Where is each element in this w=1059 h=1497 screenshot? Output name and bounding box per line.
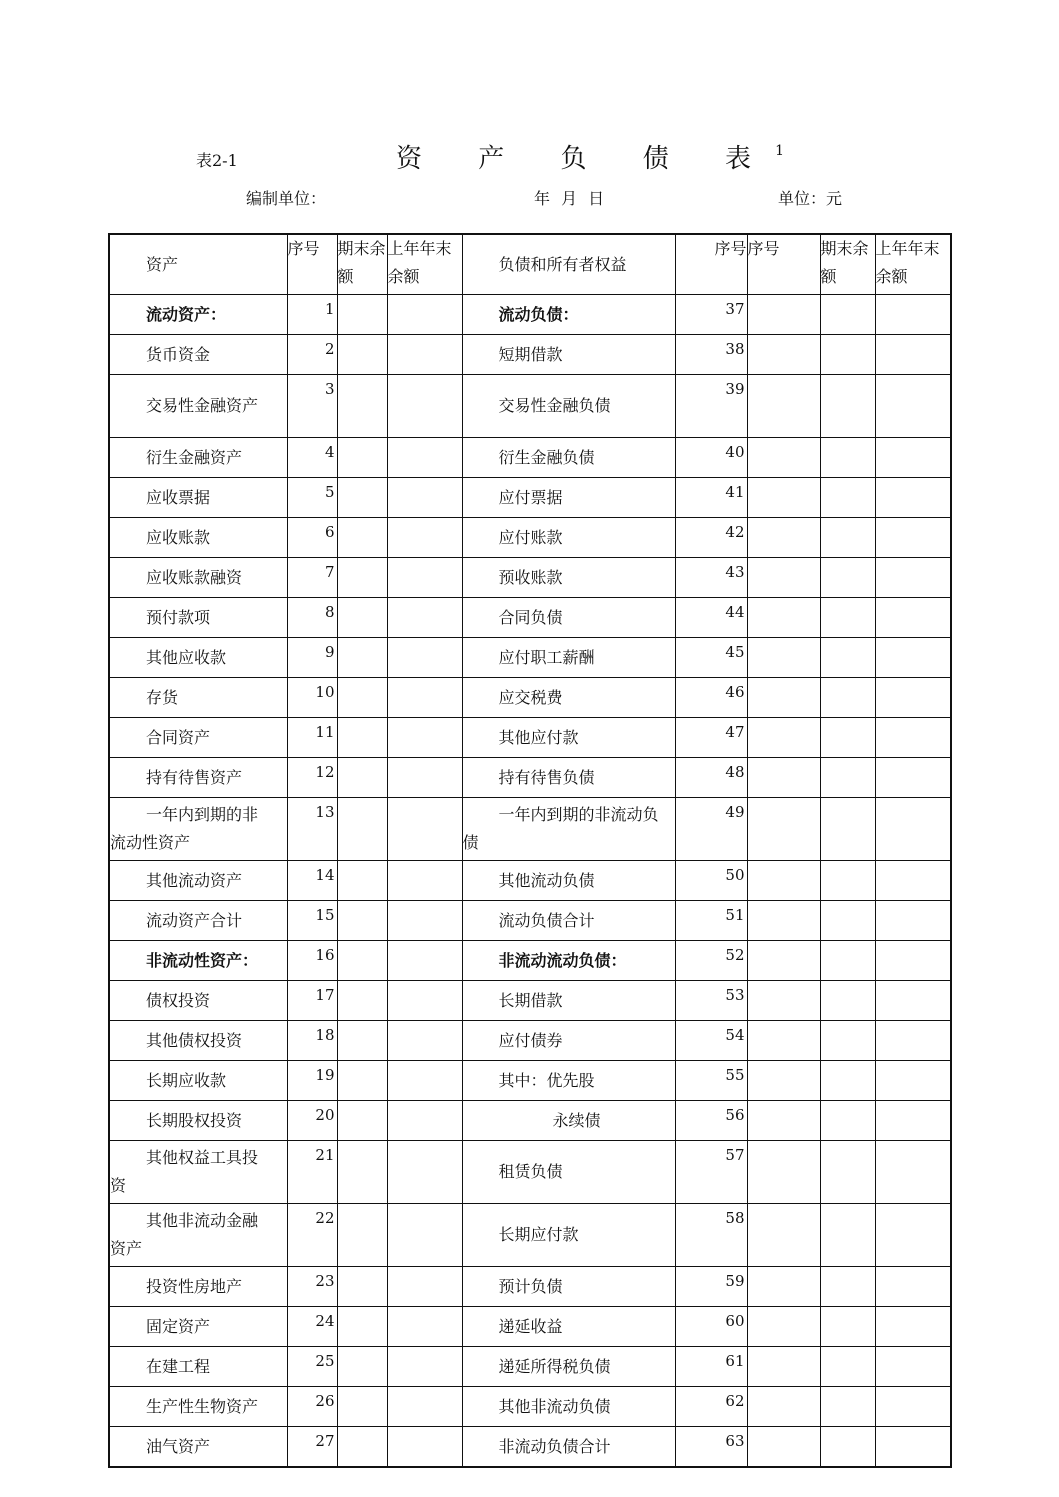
asset-end-balance-cell[interactable] [337,438,387,478]
liability-seq-extra-cell[interactable] [747,1101,820,1141]
asset-item-name: 其他权益工具投资 [109,1141,287,1204]
asset-item-name: 应收账款 [109,518,287,558]
asset-item-name: 油气资产 [109,1427,287,1468]
asset-end-balance-cell[interactable] [337,1101,387,1141]
liability-item-name: 流动负债： [462,295,675,335]
asset-seq: 4 [287,438,337,478]
liability-item-name: 预收账款 [462,558,675,598]
asset-end-balance-cell[interactable] [337,1267,387,1307]
liability-end-balance-cell[interactable] [820,478,875,518]
asset-item-name: 一年内到期的非流动性资产 [109,798,287,861]
liability-seq: 60 [675,1307,747,1347]
asset-end-balance-cell[interactable] [337,861,387,901]
asset-item-name: 长期股权投资 [109,1101,287,1141]
table-row [109,1204,951,1267]
asset-seq: 22 [287,1204,337,1267]
asset-item-name: 应收账款融资 [109,558,287,598]
asset-prior-year-cell[interactable] [387,861,462,901]
asset-seq: 11 [287,718,337,758]
title-footnote-mark: 1 [775,143,784,160]
liability-prior-year-cell[interactable] [875,1387,951,1427]
liability-seq-extra-cell[interactable] [747,798,820,861]
asset-seq: 3 [287,375,337,438]
liability-item-name: 短期借款 [462,335,675,375]
liability-item-name: 合同负债 [462,598,675,638]
asset-end-balance-cell[interactable] [337,1061,387,1101]
asset-seq: 5 [287,478,337,518]
asset-seq: 19 [287,1061,337,1101]
liability-seq-extra-cell[interactable] [747,598,820,638]
table-row [109,1101,951,1141]
liability-item-name: 交易性金融负债 [462,375,675,438]
liability-end-balance-cell[interactable] [820,981,875,1021]
asset-end-balance-cell[interactable] [337,375,387,438]
asset-item-name: 其他流动资产 [109,861,287,901]
asset-seq: 2 [287,335,337,375]
liability-end-balance-cell[interactable] [820,598,875,638]
asset-item-name: 投资性房地产 [109,1267,287,1307]
asset-end-balance-cell[interactable] [337,678,387,718]
liability-seq: 62 [675,1387,747,1427]
liability-end-balance-cell[interactable] [820,438,875,478]
liability-seq: 37 [675,295,747,335]
liability-seq-extra-cell[interactable] [747,1141,820,1204]
table-row [109,335,951,375]
liability-end-balance-cell[interactable] [820,941,875,981]
liability-item-name: 其他非流动负债 [462,1387,675,1427]
asset-end-balance-cell[interactable] [337,1021,387,1061]
asset-item-name: 固定资产 [109,1307,287,1347]
table-row [109,1347,951,1387]
asset-end-balance-cell[interactable] [337,478,387,518]
asset-item-name: 合同资产 [109,718,287,758]
header-liabilities: 负债和所有者权益 [462,234,675,295]
asset-item-name: 生产性生物资产 [109,1387,287,1427]
asset-end-balance-cell[interactable] [337,798,387,861]
liability-seq-extra-cell[interactable] [747,375,820,438]
asset-end-balance-cell[interactable] [337,1307,387,1347]
liability-end-balance-cell[interactable] [820,295,875,335]
asset-end-balance-cell[interactable] [337,295,387,335]
asset-seq: 27 [287,1427,337,1468]
asset-item-name: 流动资产： [109,295,287,335]
asset-item-name: 其他应收款 [109,638,287,678]
asset-seq: 12 [287,758,337,798]
liability-end-balance-cell[interactable] [820,1307,875,1347]
liability-prior-year-cell[interactable] [875,678,951,718]
liability-seq: 57 [675,1141,747,1204]
liability-seq-extra-cell[interactable] [747,638,820,678]
liability-prior-year-cell[interactable] [875,1307,951,1347]
liability-prior-year-cell[interactable] [875,861,951,901]
liability-seq-extra-cell[interactable] [747,718,820,758]
liability-end-balance-cell[interactable] [820,758,875,798]
table-row [109,981,951,1021]
asset-seq: 23 [287,1267,337,1307]
asset-end-balance-cell[interactable] [337,981,387,1021]
liability-item-name: 一年内到期的非流动负债 [462,798,675,861]
liability-item-name: 长期借款 [462,981,675,1021]
asset-item-name: 在建工程 [109,1347,287,1387]
asset-prior-year-cell[interactable] [387,558,462,598]
table-row [109,758,951,798]
liability-seq: 45 [675,638,747,678]
liability-seq: 50 [675,861,747,901]
asset-seq: 20 [287,1101,337,1141]
liability-end-balance-cell[interactable] [820,1347,875,1387]
asset-item-name: 非流动性资产： [109,941,287,981]
liability-end-balance-cell[interactable] [820,1427,875,1468]
header-end-balance-2: 期末余额 [820,234,875,295]
liability-end-balance-cell[interactable] [820,1141,875,1204]
asset-seq: 17 [287,981,337,1021]
asset-prior-year-cell[interactable] [387,1387,462,1427]
asset-item-name: 应收票据 [109,478,287,518]
liability-item-name: 其他应付款 [462,718,675,758]
liability-item-name: 应交税费 [462,678,675,718]
liability-prior-year-cell[interactable] [875,335,951,375]
table-number: 表2-1 [196,151,238,170]
liability-end-balance-cell[interactable] [820,335,875,375]
asset-prior-year-cell[interactable] [387,1267,462,1307]
asset-seq: 14 [287,861,337,901]
prepared-by-label: 编制单位： [246,189,327,208]
table-row [109,861,951,901]
asset-prior-year-cell[interactable] [387,598,462,638]
asset-seq: 16 [287,941,337,981]
liability-seq-extra-cell[interactable] [747,295,820,335]
table-row [109,518,951,558]
liability-seq: 58 [675,1204,747,1267]
liability-seq: 39 [675,375,747,438]
header-assets: 资产 [109,234,287,295]
liability-prior-year-cell[interactable] [875,1021,951,1061]
asset-prior-year-cell[interactable] [387,335,462,375]
asset-item-name: 长期应收款 [109,1061,287,1101]
asset-end-balance-cell[interactable] [337,941,387,981]
liability-prior-year-cell[interactable] [875,1204,951,1267]
liability-seq: 53 [675,981,747,1021]
liability-end-balance-cell[interactable] [820,901,875,941]
header-prior-year-end: 上年年末余额 [387,234,462,295]
table-row [109,438,951,478]
asset-end-balance-cell[interactable] [337,901,387,941]
table-row [109,478,951,518]
table-row [109,1387,951,1427]
asset-prior-year-cell[interactable] [387,295,462,335]
liability-seq-extra-cell[interactable] [747,478,820,518]
liability-item-name: 非流动流动负债： [462,941,675,981]
header-seq-3: 序号 [747,234,820,295]
asset-item-name: 衍生金融资产 [109,438,287,478]
liability-seq-extra-cell[interactable] [747,678,820,718]
asset-seq: 6 [287,518,337,558]
liability-seq: 63 [675,1427,747,1468]
liability-prior-year-cell[interactable] [875,798,951,861]
liability-seq: 54 [675,1021,747,1061]
liability-seq: 38 [675,335,747,375]
liability-seq: 41 [675,478,747,518]
table-row [109,295,951,335]
liability-seq-extra-cell[interactable] [747,1267,820,1307]
liability-item-name: 永续债 [462,1101,675,1141]
asset-seq: 7 [287,558,337,598]
liability-prior-year-cell[interactable] [875,478,951,518]
liability-end-balance-cell[interactable] [820,518,875,558]
liability-seq: 40 [675,438,747,478]
asset-seq: 1 [287,295,337,335]
liability-seq: 61 [675,1347,747,1387]
asset-prior-year-cell[interactable] [387,758,462,798]
page-title [396,138,784,175]
liability-prior-year-cell[interactable] [875,438,951,478]
asset-seq: 25 [287,1347,337,1387]
asset-end-balance-cell[interactable] [337,1347,387,1387]
header-prior-year-end-2: 上年年末余额 [875,234,951,295]
asset-prior-year-cell[interactable] [387,678,462,718]
liability-seq-extra-cell[interactable] [747,1061,820,1101]
asset-prior-year-cell[interactable] [387,1061,462,1101]
asset-end-balance-cell[interactable] [337,598,387,638]
asset-seq: 13 [287,798,337,861]
table-row [109,1061,951,1101]
asset-end-balance-cell[interactable] [337,518,387,558]
liability-end-balance-cell[interactable] [820,1021,875,1061]
title-text: 资 产 负 债 表 [396,144,776,174]
liability-end-balance-cell[interactable] [820,1204,875,1267]
liability-seq: 52 [675,941,747,981]
liability-end-balance-cell[interactable] [820,1387,875,1427]
asset-item-name: 流动资产合计 [109,901,287,941]
asset-prior-year-cell[interactable] [387,1427,462,1468]
liability-seq-extra-cell[interactable] [747,1021,820,1061]
table-row [109,901,951,941]
liability-prior-year-cell[interactable] [875,901,951,941]
asset-seq: 9 [287,638,337,678]
asset-item-name: 其他非流动金融资产 [109,1204,287,1267]
asset-end-balance-cell[interactable] [337,1141,387,1204]
asset-seq: 21 [287,1141,337,1204]
asset-prior-year-cell[interactable] [387,638,462,678]
liability-seq-extra-cell[interactable] [747,941,820,981]
asset-prior-year-cell[interactable] [387,901,462,941]
liability-seq-extra-cell[interactable] [747,981,820,1021]
liability-item-name: 应付账款 [462,518,675,558]
asset-prior-year-cell[interactable] [387,941,462,981]
liability-prior-year-cell[interactable] [875,518,951,558]
liability-prior-year-cell[interactable] [875,1101,951,1141]
liability-item-name: 长期应付款 [462,1204,675,1267]
asset-end-balance-cell[interactable] [337,758,387,798]
liability-seq: 47 [675,718,747,758]
header-end-balance: 期末余额 [337,234,387,295]
asset-item-name: 交易性金融资产 [109,375,287,438]
liability-end-balance-cell[interactable] [820,1061,875,1101]
liability-end-balance-cell[interactable] [820,861,875,901]
asset-seq: 10 [287,678,337,718]
balance-sheet-table [108,233,952,1468]
table-row [109,1267,951,1307]
asset-end-balance-cell[interactable] [337,335,387,375]
table-row [109,941,951,981]
asset-item-name: 预付款项 [109,598,287,638]
table-row [109,558,951,598]
asset-end-balance-cell[interactable] [337,638,387,678]
liability-prior-year-cell[interactable] [875,941,951,981]
liability-item-name: 租赁负债 [462,1141,675,1204]
asset-item-name: 其他债权投资 [109,1021,287,1061]
liability-item-name: 衍生金融负债 [462,438,675,478]
asset-prior-year-cell[interactable] [387,718,462,758]
table-row [109,678,951,718]
liability-end-balance-cell[interactable] [820,375,875,438]
asset-seq: 26 [287,1387,337,1427]
asset-prior-year-cell[interactable] [387,798,462,861]
liability-prior-year-cell[interactable] [875,295,951,335]
liability-seq: 48 [675,758,747,798]
unit-label: 单位：元 [778,189,843,208]
asset-prior-year-cell[interactable] [387,1307,462,1347]
liability-prior-year-cell[interactable] [875,1061,951,1101]
liability-seq: 49 [675,798,747,861]
liability-seq-extra-cell[interactable] [747,558,820,598]
header-seq: 序号 [287,234,337,295]
liability-prior-year-cell[interactable] [875,1427,951,1468]
asset-prior-year-cell[interactable] [387,981,462,1021]
liability-item-name: 持有待售负债 [462,758,675,798]
table-row [109,1427,951,1468]
asset-seq: 24 [287,1307,337,1347]
liability-prior-year-cell[interactable] [875,1347,951,1387]
asset-prior-year-cell[interactable] [387,438,462,478]
asset-prior-year-cell[interactable] [387,1141,462,1204]
liability-end-balance-cell[interactable] [820,558,875,598]
asset-prior-year-cell[interactable] [387,1101,462,1141]
asset-prior-year-cell[interactable] [387,1347,462,1387]
table-row [109,598,951,638]
liability-item-name: 递延所得税负债 [462,1347,675,1387]
table-row [109,1307,951,1347]
table-row [109,798,951,861]
table-row [109,638,951,678]
liability-seq-extra-cell[interactable] [747,758,820,798]
liability-item-name: 其中：优先股 [462,1061,675,1101]
liability-end-balance-cell[interactable] [820,798,875,861]
liability-item-name: 应付债券 [462,1021,675,1061]
liability-item-name: 应付职工薪酬 [462,638,675,678]
liability-seq-extra-cell[interactable] [747,1204,820,1267]
header-seq-2: 序号 [675,234,747,295]
liability-end-balance-cell[interactable] [820,1101,875,1141]
asset-item-name: 债权投资 [109,981,287,1021]
asset-item-name: 货币资金 [109,335,287,375]
liability-item-name: 其他流动负债 [462,861,675,901]
liability-prior-year-cell[interactable] [875,598,951,638]
liability-seq: 59 [675,1267,747,1307]
table-row [109,375,951,438]
liability-item-name: 预计负债 [462,1267,675,1307]
asset-prior-year-cell[interactable] [387,518,462,558]
asset-end-balance-cell[interactable] [337,718,387,758]
liability-seq: 44 [675,598,747,638]
liability-prior-year-cell[interactable] [875,758,951,798]
liability-prior-year-cell[interactable] [875,1141,951,1204]
liability-end-balance-cell[interactable] [820,638,875,678]
liability-seq-extra-cell[interactable] [747,1307,820,1347]
liability-prior-year-cell[interactable] [875,558,951,598]
asset-end-balance-cell[interactable] [337,1387,387,1427]
asset-seq: 15 [287,901,337,941]
liability-seq: 51 [675,901,747,941]
liability-item-name: 递延收益 [462,1307,675,1347]
liability-end-balance-cell[interactable] [820,1267,875,1307]
liability-item-name: 非流动负债合计 [462,1427,675,1468]
asset-prior-year-cell[interactable] [387,478,462,518]
liability-seq: 42 [675,518,747,558]
asset-seq: 18 [287,1021,337,1061]
liability-seq-extra-cell[interactable] [747,518,820,558]
liability-item-name: 应付票据 [462,478,675,518]
liability-seq-extra-cell[interactable] [747,1347,820,1387]
liability-end-balance-cell[interactable] [820,718,875,758]
liability-prior-year-cell[interactable] [875,638,951,678]
asset-prior-year-cell[interactable] [387,1204,462,1267]
liability-seq: 43 [675,558,747,598]
table-row [109,718,951,758]
header-row [109,234,951,295]
asset-prior-year-cell[interactable] [387,1021,462,1061]
liability-item-name: 流动负债合计 [462,901,675,941]
asset-seq: 8 [287,598,337,638]
liability-seq-extra-cell[interactable] [747,1387,820,1427]
liability-seq-extra-cell[interactable] [747,1427,820,1468]
liability-seq-extra-cell[interactable] [747,901,820,941]
liability-prior-year-cell[interactable] [875,718,951,758]
table-row [109,1021,951,1061]
liability-prior-year-cell[interactable] [875,981,951,1021]
asset-item-name: 持有待售资产 [109,758,287,798]
date-label: 年 月 日 [534,189,605,208]
liability-seq: 46 [675,678,747,718]
liability-seq-extra-cell[interactable] [747,438,820,478]
asset-prior-year-cell[interactable] [387,375,462,438]
liability-end-balance-cell[interactable] [820,678,875,718]
liability-seq: 55 [675,1061,747,1101]
asset-item-name: 存货 [109,678,287,718]
asset-end-balance-cell[interactable] [337,558,387,598]
liability-seq-extra-cell[interactable] [747,861,820,901]
liability-prior-year-cell[interactable] [875,375,951,438]
asset-end-balance-cell[interactable] [337,1427,387,1468]
table-row [109,1141,951,1204]
asset-end-balance-cell[interactable] [337,1204,387,1267]
liability-prior-year-cell[interactable] [875,1267,951,1307]
liability-seq-extra-cell[interactable] [747,335,820,375]
liability-seq: 56 [675,1101,747,1141]
